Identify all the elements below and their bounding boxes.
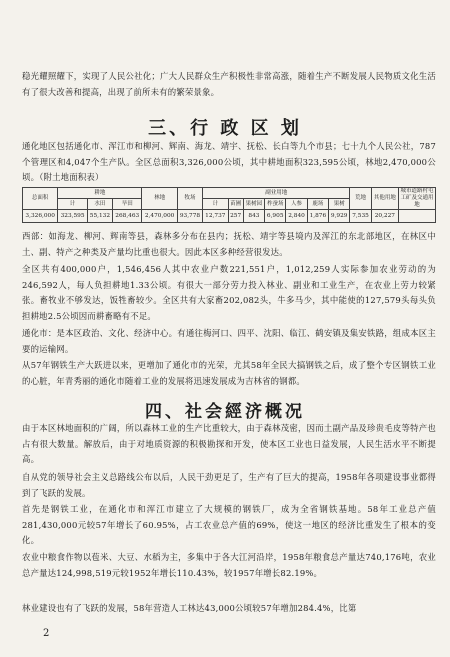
table-cell: 55,132 <box>87 210 112 223</box>
table-cell: 323,595 <box>58 210 87 223</box>
table-header-cell: 鹿场 <box>307 199 328 210</box>
land-area-table <box>22 187 436 223</box>
table-header-cell: 荒地 <box>350 188 371 210</box>
table-header-cell: 旱田 <box>113 199 142 210</box>
table-cell: 3,326,000 <box>23 210 58 223</box>
table-header-cell: 计 <box>203 199 228 210</box>
table-cell: 2,840 <box>286 210 307 223</box>
section-three-heading: 三、行 政 区 划 <box>148 118 302 139</box>
table-header-cell: 水田 <box>87 199 112 210</box>
table-cell: 20,227 <box>371 210 398 223</box>
table-header-cell: 其他用地 <box>371 188 398 210</box>
table-cell: 9,929 <box>329 210 350 223</box>
population-paragraph: 全区共有400,000户，1,546,456人其中农业户数221,551户，1,012,259人实际参加农业劳动的为246,592人，每人负担耕地1.33公顷。有很大一部分劳力投入林业、副业和工业生产，在农业上劳力较紧张。畜牧业不够发达，饭牲畜较少。全区共有大家畜202,082头，牛多马少，其中能使的127,579头每头负担耕地2.5公顷因而耕畜略有不足。 <box>22 264 436 321</box>
table-cell: 257 <box>228 210 243 223</box>
table-header-cell: 计 <box>58 199 87 210</box>
table-header-cell: 果树 <box>329 199 350 210</box>
forest-industry-paragraph: 由于本区林地面积的广阔，所以森林工业的生产比重较大，由于森林茂密，因而土副产品及珍贵毛皮等特产也占有很大数量。解放后，由于对地质资源的积极勘探和开发，使本区工业也日益发展，人民生活水平不断提高。 <box>22 423 436 464</box>
steel-development-paragraph: 从57年钢铁生产大跃进以来，更增加了通化市的光荣，尤其58年全民大搞钢铁之后，成了整个专区钢铁工业的心脏，年青秀丽的通化市随着工业的发展将迅速发展成为吉林省的钢都。 <box>22 360 436 386</box>
table-header-row <box>23 188 436 199</box>
table-cell: 7,535 <box>350 210 371 223</box>
continued-paragraph: 稳光耀照耀下，实现了人民公社化；广大人民群众生产积极性非常高涨，随着生产不断发展人民物质文化生活有了很大改善和提高，出现了前所未有的繁荣景象。 <box>22 71 436 97</box>
agriculture-paragraph: 农业中粮食作物以苞米、大豆、水稻为主，多集中于各大江河沿岸，1958年粮食总产量达740,176吨，农业总产量达124,998,519元较1952年增长110.43%，较1957年增长82.19%。 <box>22 552 436 578</box>
table-cell: 6,905 <box>265 210 286 223</box>
table-header-cell: 苗圃 <box>228 199 243 210</box>
table-header-cell: 果树园 <box>243 199 264 210</box>
table-header-cell: 总面积 <box>23 188 58 210</box>
table-cell: 2,470,000 <box>142 210 177 223</box>
tonghua-city-paragraph: 通化市：是本区政治、文化、经济中心。有通往梅河口、四平、沈阳、临江、鹤安镇及集安铁路，组成本区主要的运输网。 <box>22 328 436 354</box>
table-header-cell: 牧场 <box>177 188 202 210</box>
forestry-paragraph: 林业建设也有了飞跃的发展，58年营造人工林达43,000公顷较57年增加284.4%，比第 <box>22 603 357 613</box>
section-four-heading: 四、社会經济概况 <box>145 402 305 422</box>
table-header-cell: 副业用地 <box>203 188 350 199</box>
table-cell: 843 <box>243 210 264 223</box>
table-header-cell: 耕地 <box>58 188 142 199</box>
table-cell: 268,463 <box>113 210 142 223</box>
steel-industry-paragraph: 首先是钢铁工业，在通化市和浑江市建立了大规模的钢铁厂，成为全省钢铁基地。58年工业总产值281,430,000元较57年增长了60.95%，占工农业总产值的69%，使这一地区的经济比重发生了根本的变化。 <box>22 504 436 545</box>
table-cell <box>399 210 436 223</box>
table-row <box>23 210 436 223</box>
section-three-intro: 通化地区包括通化市、浑江市和柳河、辉南、海龙、靖宇、抚松、长白等九个市县；七十九个人民公社，787个管理区和4,047个生产队。全区总面积3,326,000公顷，其中耕地面积323,595公顷，林地2,470,000公顷。（附土地面积表） <box>22 141 436 182</box>
table-header-cell: 城市道路村屯工矿及交通用地 <box>400 188 434 208</box>
table-header-cell: 人参 <box>286 199 307 210</box>
page-number: 2 <box>43 628 50 639</box>
table-cell: 12,737 <box>203 210 228 223</box>
table-header-cell: 林地 <box>142 188 177 210</box>
table-header-cell: 柞蚕场 <box>265 199 286 210</box>
table-cell: 93,778 <box>177 210 202 223</box>
general-line-paragraph: 自从党的领导社会主义总路线公布以后，人民干劲更足了，生产有了巨大的提高，1958年各项建设事业都得到了飞跃的发展。 <box>22 472 436 498</box>
west-region-paragraph: 西部：如海龙、柳河、辉南等县，森林多分布在县内；抚松、靖宇等县境内及浑江的东北部地区，在林区中土、副、特产之种类及产量均比重也很大。因此本区多种经营很发达。 <box>22 231 436 257</box>
table-cell: 1,876 <box>307 210 328 223</box>
